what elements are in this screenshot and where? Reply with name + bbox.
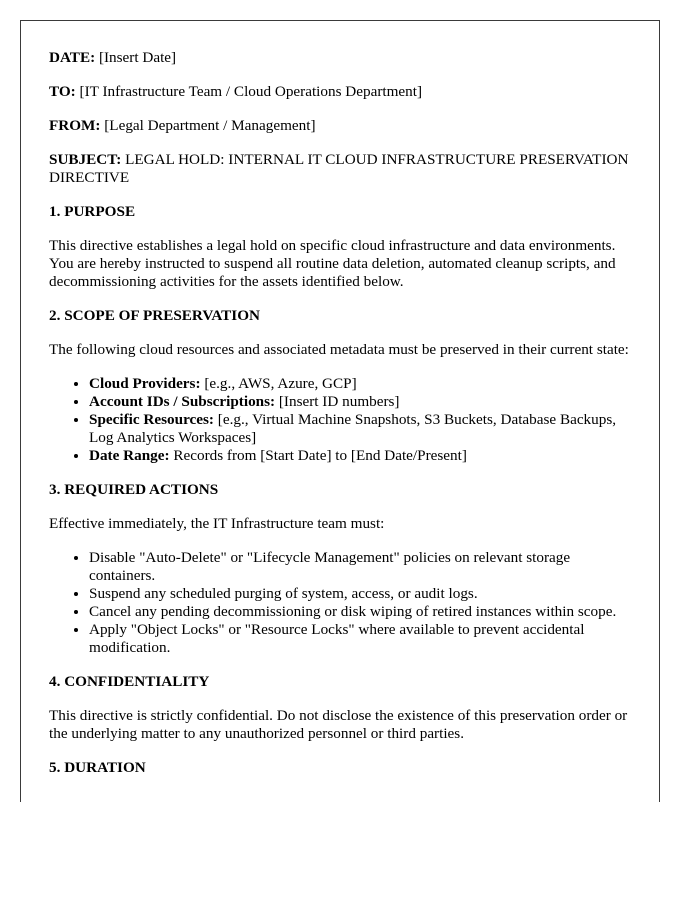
list-item — [89, 375, 639, 393]
actions-text: Effective immediately, the IT Infrastructure team must: — [49, 515, 385, 532]
to-line — [49, 83, 639, 101]
scope-item-label: Date Range: — [89, 447, 170, 464]
list-item: • Disable "Auto-Delete" or "Lifecycle Management" policies on relevant storage containers. — [89, 549, 639, 585]
confidentiality-heading: 4. CONFIDENTIALITY — [49, 673, 210, 690]
scope-item-value: [e.g., Virtual Machine Snapshots, S3 Buckets, Database Backups, Log Analytics Workspaces] — [89, 411, 617, 446]
scope-heading: 2. SCOPE OF PRESERVATION — [49, 307, 260, 324]
subject-value: LEGAL HOLD: INTERNAL IT CLOUD INFRASTRUCTURE PRESERVATION DIRECTIVE — [49, 151, 629, 186]
confidentiality-text: This directive is strictly confidential. Do not disclose the existence of this preservation order or the underlying matter to any unauthorized personnel or third parties. — [49, 707, 628, 742]
document-page — [20, 20, 660, 802]
list-item — [89, 411, 639, 447]
duration-heading: 5. DURATION — [49, 759, 146, 776]
scope-list — [49, 375, 639, 465]
date-value: [Insert Date] — [98, 49, 177, 66]
scope-item-label: Specific Resources: — [89, 411, 214, 428]
actions-heading: 3. REQUIRED ACTIONS — [49, 481, 219, 498]
subject-line — [49, 151, 639, 187]
list-item: • Cancel any pending decommissioning or disk wiping of retired instances within scope. — [89, 603, 639, 621]
scope-item-label: Cloud Providers: — [89, 375, 201, 392]
scope-text: The following cloud resources and associated metadata must be preserved in their current state: — [49, 341, 629, 358]
purpose-text: This directive establishes a legal hold on specific cloud infrastructure and data environments. You are hereby instructed to suspend all routine data deletion, automated cleanup scripts, and decommissioning activities for the assets identified below. — [49, 237, 616, 290]
date-label: DATE: — [49, 49, 96, 66]
scope-item-value: [Insert ID numbers] — [278, 393, 400, 410]
from-line — [49, 117, 639, 135]
list-item — [89, 393, 639, 411]
memo-content — [49, 49, 639, 793]
purpose-heading: 1. PURPOSE — [49, 203, 136, 220]
date-line — [49, 49, 639, 67]
to-value: [IT Infrastructure Team / Cloud Operations Department] — [79, 83, 423, 100]
list-item — [89, 447, 639, 465]
subject-label: SUBJECT: — [49, 151, 122, 168]
scope-item-value: Records from [Start Date] to [End Date/Present] — [173, 447, 467, 464]
actions-list — [49, 549, 639, 657]
to-label: TO: — [49, 83, 76, 100]
from-value: [Legal Department / Management] — [104, 117, 316, 134]
scope-item-value: [e.g., AWS, Azure, GCP] — [204, 375, 357, 392]
list-item: • Suspend any scheduled purging of system, access, or audit logs. — [89, 585, 639, 603]
scope-item-label: Account IDs / Subscriptions: — [89, 393, 276, 410]
from-label: FROM: — [49, 117, 101, 134]
list-item: • Apply "Object Locks" or "Resource Locks" where available to prevent accidental modification. — [89, 621, 639, 657]
